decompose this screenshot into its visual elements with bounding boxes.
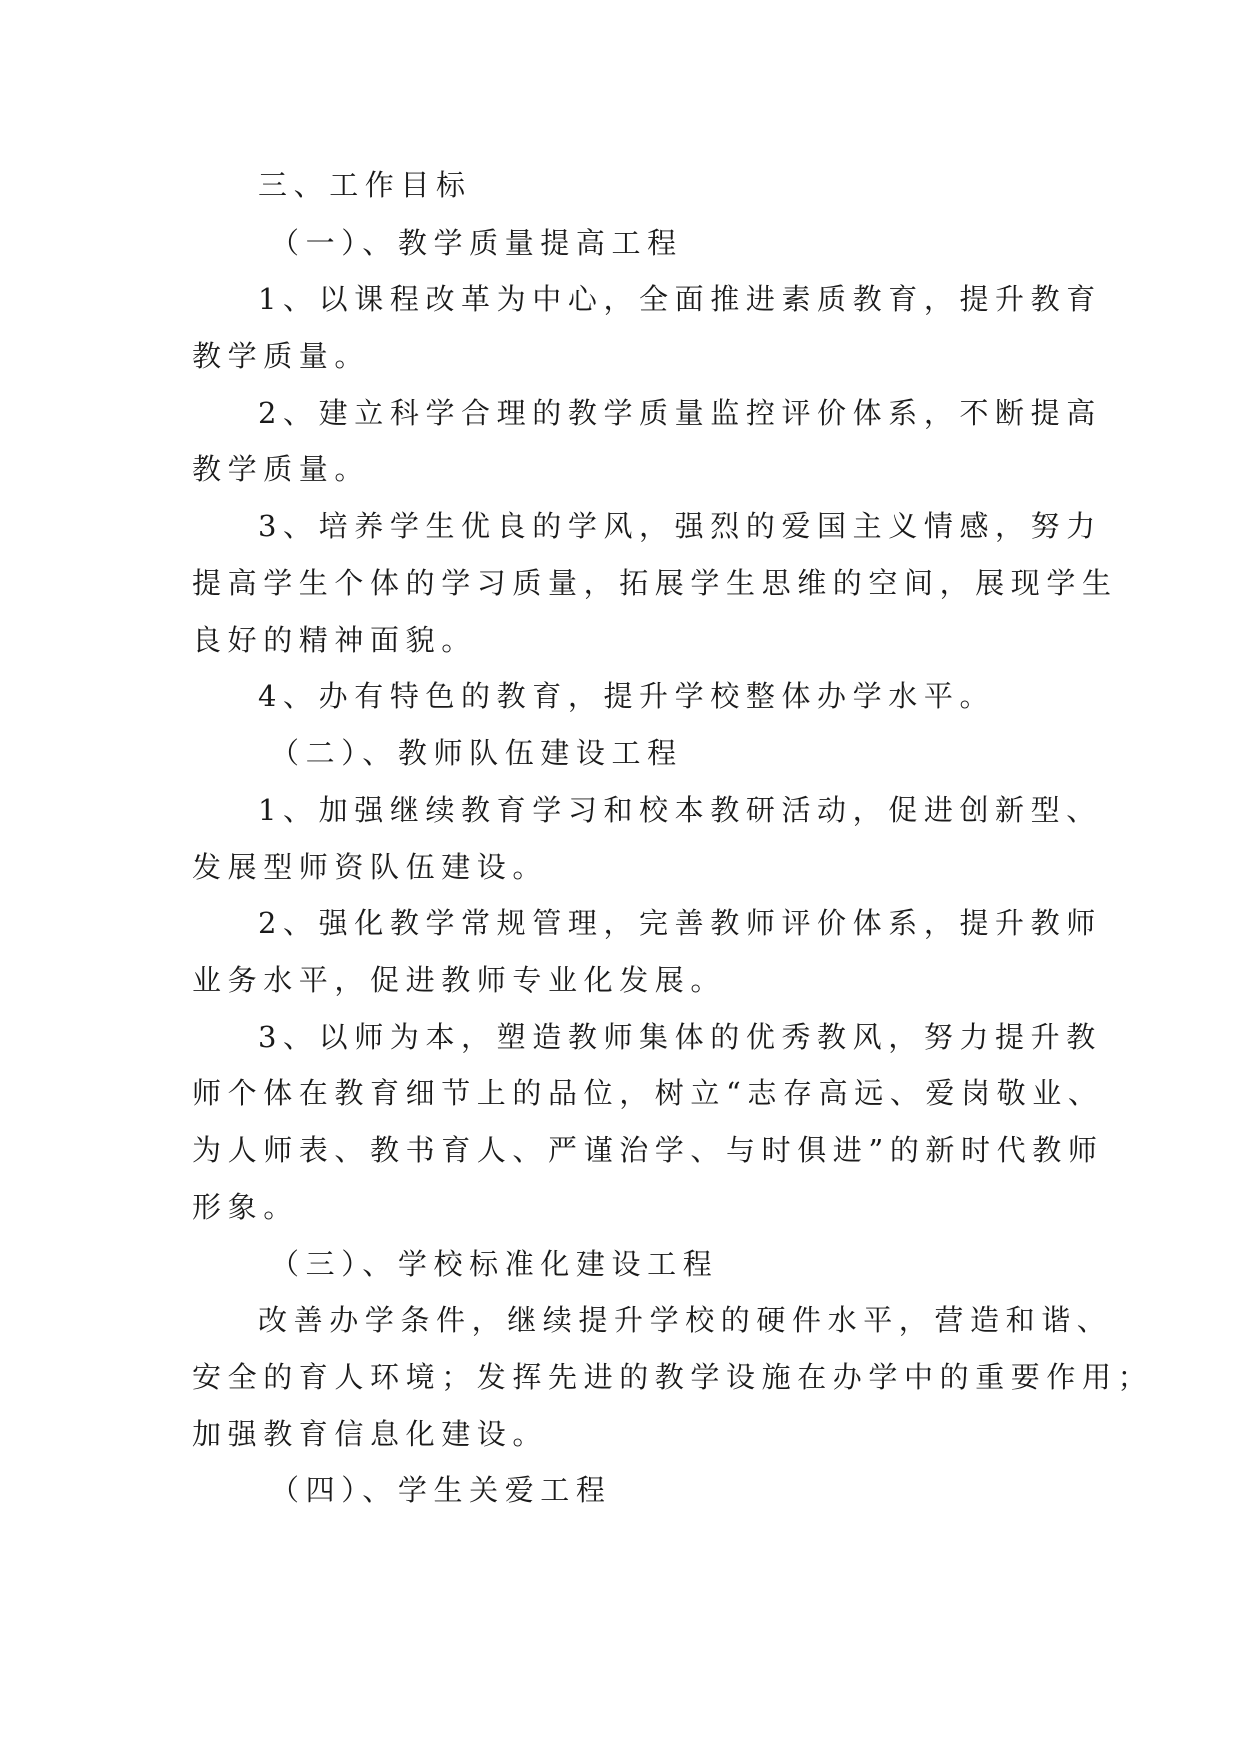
paragraph-line: 3、以师为本，塑造教师集体的优秀教风，努力提升教 — [258, 1020, 1102, 1054]
paragraph-line: 2、建立科学合理的教学质量监控评价体系，不断提高 — [258, 396, 1102, 430]
paragraph-line: 安全的育人环境；发挥先进的教学设施在办学中的重要作用； — [192, 1360, 1154, 1394]
paragraph-line: 4、办有特色的教育，提升学校整体办学水平。 — [258, 679, 996, 713]
paragraph-line: 师个体在教育细节上的品位，树立“志存高远、爱岗敬业、 — [192, 1076, 1104, 1110]
paragraph-line: 提高学生个体的学习质量，拓展学生思维的空间，展现学生 — [192, 566, 1118, 600]
section-heading: 三、工作目标 — [258, 168, 472, 202]
paragraph-line: 2、强化教学常规管理，完善教师评价体系，提升教师 — [258, 906, 1102, 940]
paragraph-line: 良好的精神面貌。 — [192, 623, 477, 657]
subsection-heading: （四）、学生关爱工程 — [270, 1473, 612, 1507]
paragraph-line: 业务水平，促进教师专业化发展。 — [192, 963, 727, 997]
subsection-heading: （三）、学校标准化建设工程 — [270, 1247, 719, 1281]
paragraph-line: 3、培养学生优良的学风，强烈的爱国主义情感，努力 — [258, 509, 1102, 543]
paragraph-line: 加强教育信息化建设。 — [192, 1417, 549, 1451]
paragraph-line: 教学质量。 — [192, 452, 371, 486]
paragraph-line: 1、以课程改革为中心，全面推进素质教育，提升教育 — [258, 282, 1102, 316]
subsection-heading: （一）、教学质量提高工程 — [270, 226, 683, 260]
paragraph-line: 改善办学条件，继续提升学校的硬件水平，营造和谐、 — [258, 1303, 1113, 1337]
paragraph-line: 为人师表、教书育人、严谨治学、与时俱进”的新时代教师 — [192, 1133, 1104, 1167]
paragraph-line: 教学质量。 — [192, 339, 371, 373]
paragraph-line: 形象。 — [192, 1190, 299, 1224]
subsection-heading: （二）、教师队伍建设工程 — [270, 736, 683, 770]
paragraph-line: 1、加强继续教育学习和校本教研活动，促进创新型、 — [258, 793, 1102, 827]
paragraph-line: 发展型师资队伍建设。 — [192, 850, 549, 884]
